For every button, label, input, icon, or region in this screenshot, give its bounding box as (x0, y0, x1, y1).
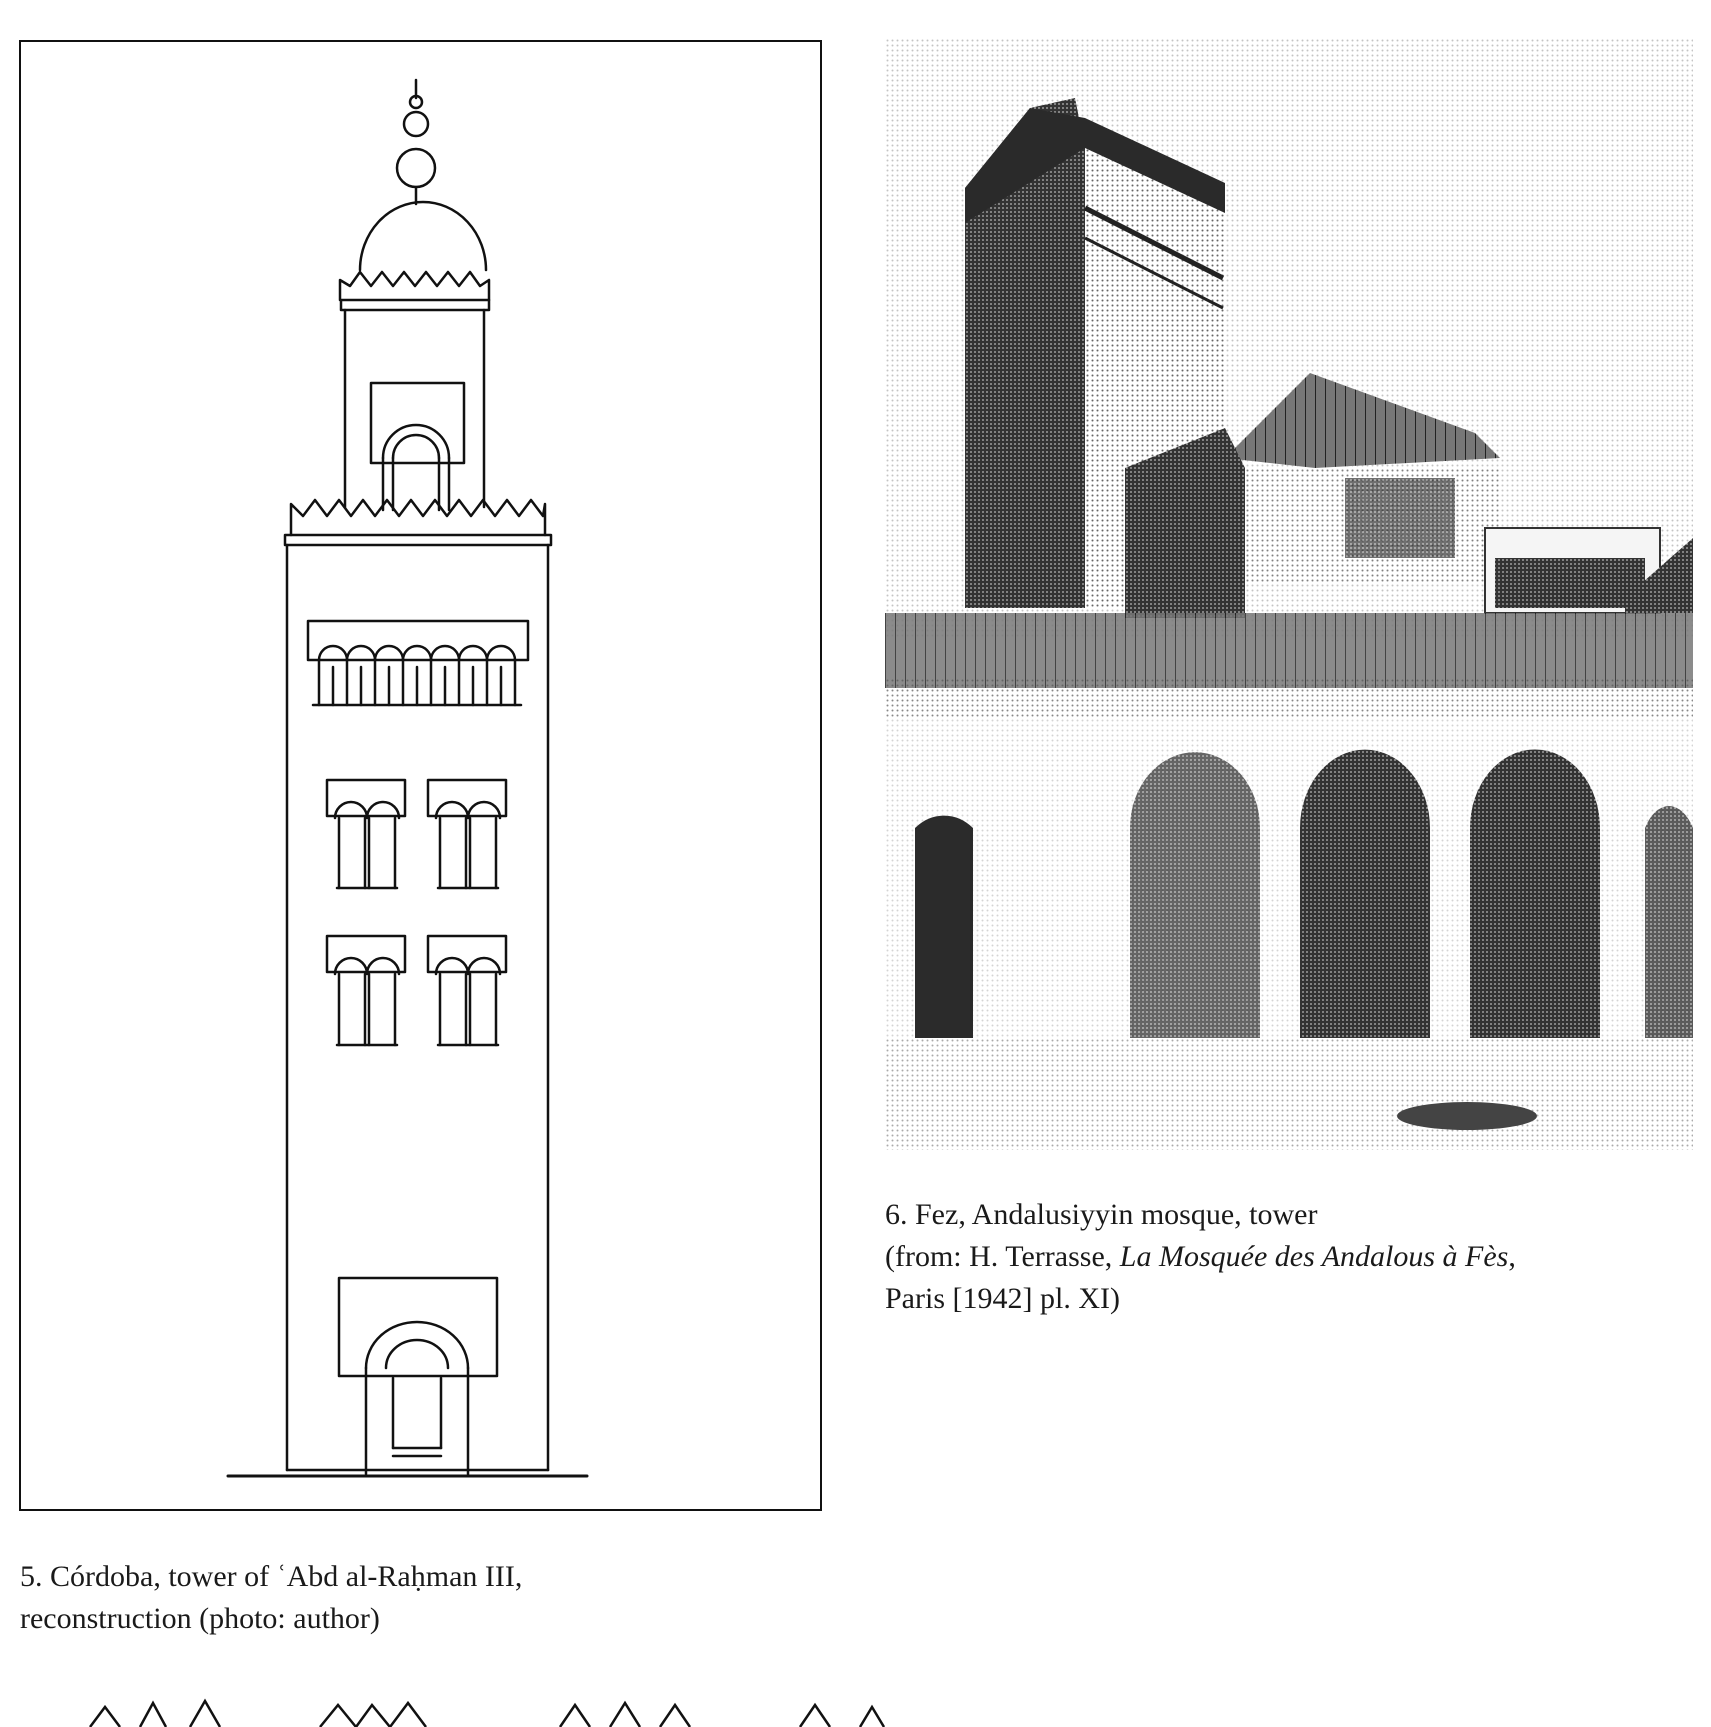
caption-source-suffix: , (1508, 1240, 1516, 1273)
figure-5-caption (20, 1556, 820, 1640)
figure-6-caption-line-3: Paris [1942] pl. XI) (885, 1282, 1120, 1315)
mosque-courtyard-photo (885, 38, 1693, 1150)
figure-6-photograph (885, 38, 1693, 1150)
caption-source-title: La Mosquée des Andalous à Fès (1119, 1240, 1509, 1273)
figure-6-caption (885, 1194, 1685, 1320)
merlon-ornament (20, 1697, 1030, 1727)
minaret-drawing (21, 42, 824, 1513)
figure-5-caption-line-1: 5. Córdoba, tower of ʿAbd al-Raḥman III, (20, 1560, 523, 1593)
caption-source-prefix: (from: H. Terrasse, (885, 1240, 1120, 1273)
figure-6-caption-line-2 (885, 1236, 1685, 1278)
figure-5-caption-line-2: reconstruction (photo: author) (20, 1602, 380, 1635)
figure-5-drawing (19, 40, 822, 1511)
figure-6-caption-line-1: 6. Fez, Andalusiyyin mosque, tower (885, 1198, 1318, 1231)
next-figure-ornament-strip (20, 1697, 1030, 1727)
